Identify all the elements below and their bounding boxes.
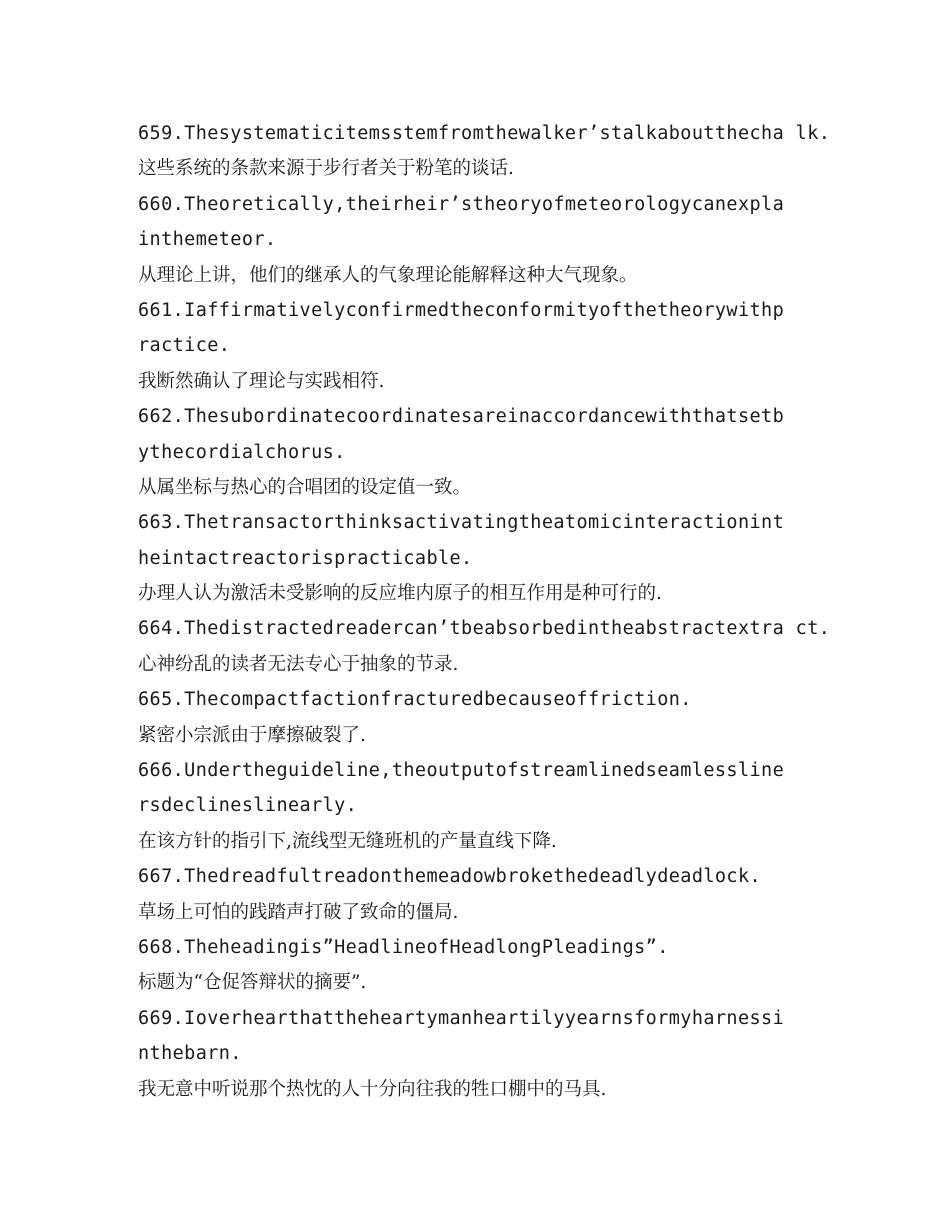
text-line-666-en-cont: rsdeclineslinearly. bbox=[138, 795, 358, 817]
text-line-664-zh: 心神纷乱的读者无法专心于抽象的节录. bbox=[138, 653, 459, 675]
text-line-664-en: 664.Thedistractedreadercan’tbeabsorbedintheabstractextra ct. bbox=[138, 618, 831, 640]
text-line-665-zh: 紧密小宗派由于摩擦破裂了. bbox=[138, 724, 366, 746]
text-line-659-zh: 这些系统的条款来源于步行者关于粉笔的谈话. bbox=[138, 158, 514, 180]
text-line-659-en: 659.Thesystematicitemsstemfromthewalker’stalkaboutthecha lk. bbox=[138, 123, 831, 144]
text-line-666-zh: 在该方针的指引下,流线型无缝班机的产量直线下降. bbox=[138, 830, 557, 852]
text-line-662-zh: 从属坐标与热心的合唱团的设定值一致。 bbox=[138, 476, 472, 498]
text-line-663-en-cont: heintactreactorispracticable. bbox=[138, 547, 473, 569]
text-line-669-en: 669.Ioverhearthattheheartymanheartilyyearnsformyharnessi bbox=[138, 1007, 785, 1029]
text-line-666-en: 666.Undertheguideline,theoutputofstreamlinedseamlessline bbox=[138, 760, 785, 782]
text-line-668-en: 668.Theheadingis”HeadlineofHeadlongPleadings”. bbox=[138, 936, 669, 958]
text-line-665-en: 665.Thecompactfactionfracturedbecauseoffriction. bbox=[138, 689, 692, 711]
text-line-660-en: 660.Theoretically,theirheir’stheoryofmeteorologycanexpla bbox=[138, 193, 785, 215]
text-line-663-en: 663.Thetransactorthinksactivatingtheatomicinteractionint bbox=[138, 512, 785, 534]
document-page bbox=[138, 116, 838, 1107]
text-line-660-en-cont: inthemeteor. bbox=[138, 229, 277, 251]
text-line-662-en: 662.Thesubordinatecoordinatesareinaccordancewiththatsetb bbox=[138, 406, 785, 428]
text-line-662-en-cont: ythecordialchorus. bbox=[138, 441, 346, 463]
text-line-669-en-cont: nthebarn. bbox=[138, 1043, 242, 1065]
text-line-669-zh: 我无意中听说那个热忱的人十分向往我的牲口棚中的马具. bbox=[138, 1078, 607, 1100]
text-line-667-en: 667.Thedreadfultreadonthemeadowbrokethedeadlydeadlock. bbox=[138, 866, 762, 888]
text-line-661-en: 661.Iaffirmativelyconfirmedtheconformityofthetheorywithp bbox=[138, 299, 785, 321]
text-line-667-zh: 草场上可怕的践踏声打破了致命的僵局. bbox=[138, 901, 459, 923]
text-line-663-zh: 办理人认为激活未受影响的反应堆内原子的相互作用是种可行的. bbox=[138, 583, 662, 605]
text-line-660-zh: 从理论上讲，他们的继承人的气象理论能解释这种大气现象。 bbox=[138, 264, 638, 286]
text-line-661-en-cont: ractice. bbox=[138, 335, 231, 357]
text-line-668-zh: 标题为“仓促答辩状的摘要”. bbox=[138, 972, 367, 994]
text-line-661-zh: 我断然确认了理论与实践相符. bbox=[138, 370, 385, 392]
